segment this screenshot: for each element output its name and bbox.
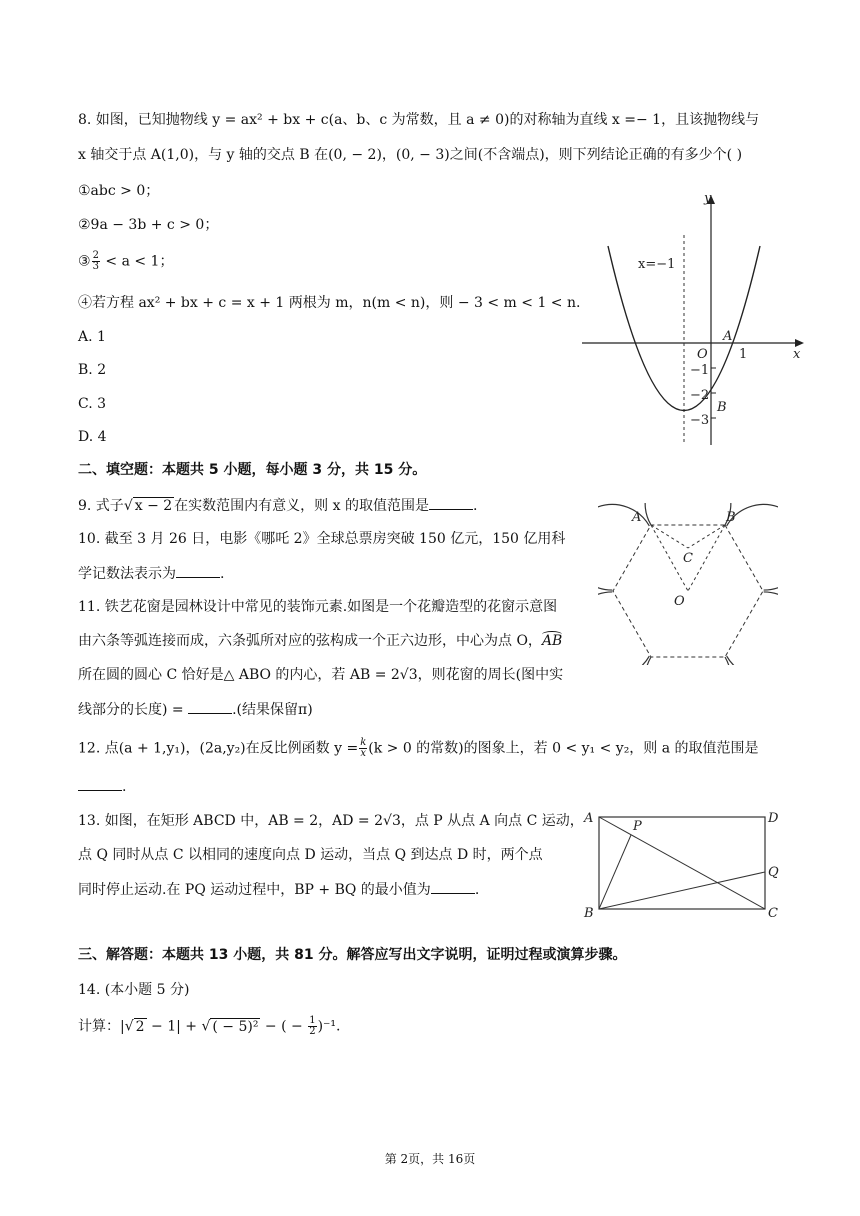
q10-answer-blank[interactable] [176, 563, 220, 578]
sec3-num-1: 13 [208, 947, 229, 963]
q10-line1: 10. 截至 3 月 26 日，电影《哪吒 2》全球总票房突破 150 亿元，150 亿用科 [78, 531, 566, 547]
label-point-b: B [717, 400, 727, 415]
page-footer: 第 2页，共 16页 [384, 1152, 476, 1166]
q14-mid1: − 1| + [146, 1018, 202, 1035]
q8-statement-4: ④若方程 ax² + bx + c = x + 1 两根为 m，n(m < n)，则 − 3 < m < 1 < n. [78, 295, 581, 311]
q9-end: . [472, 498, 478, 514]
q11-line3: 所在圆的圆心 C 恰好是△ ABO 的内心，若 AB = 2√3，则花窗的周长(图中实 [78, 667, 564, 683]
q9-radicand: x − 2 [134, 498, 173, 514]
q8-s3-fraction [92, 251, 100, 272]
label-c: C [683, 551, 693, 566]
label-c: C [768, 906, 778, 920]
sec2-text-c: 分，共 [322, 462, 374, 478]
q14-radicand-1: 2 [135, 1018, 145, 1035]
label-minus-two: −2 [690, 388, 710, 403]
q13-answer-blank[interactable] [431, 879, 475, 894]
label-minus-one: −1 [690, 363, 710, 378]
label-q: Q [768, 865, 779, 880]
q8-s3-marker: ③ [78, 253, 91, 270]
sec2-text-b: 小题，每小题 [218, 462, 313, 478]
q8-s3-rest: < a < 1； [100, 253, 174, 270]
q10-line2 [78, 563, 224, 584]
q13-end: . [474, 882, 480, 898]
label-b: B [726, 510, 736, 525]
label-origin: O [697, 347, 708, 362]
q9-pre: 9. 式子 [78, 498, 124, 514]
rectangle-figure [580, 806, 785, 920]
label-a: A [632, 510, 642, 525]
q9-line: 9. 式子√ x − 2 在实数范围内有意义，则 x 的取值范围是 . [78, 495, 477, 516]
q13-line1: 13. 如图，在矩形 ABCD 中，AB = 2，AD = 2√3，点 P 从点 A 向点 C 运动， [78, 813, 584, 829]
segment-ac [651, 525, 688, 548]
petal-arc-top [645, 503, 731, 525]
q14-post: )⁻¹. [317, 1018, 341, 1035]
sec3-text-c: 分。解答应写出文字说明，证明过程或演算步骤。 [313, 947, 627, 963]
q8-option-b: B. 2 [78, 362, 107, 378]
label-a: A [584, 811, 594, 826]
label-symmetry-axis: x=−1 [638, 257, 676, 272]
sec2-num-1: 5 [208, 462, 219, 478]
segment-bo [688, 525, 725, 591]
q12-line1 [78, 738, 759, 759]
petal-arc-upper-left [598, 503, 652, 595]
q13-line3 [78, 879, 479, 900]
petal-arc-bottom [645, 657, 731, 665]
q12-pre: 12. 点(a + 1,y₁)，(2a,y₂)在反比例函数 y = [78, 740, 359, 757]
q14-num: 1 [309, 1015, 316, 1026]
label-one: 1 [739, 347, 748, 362]
q8-s3-num: 2 [92, 250, 99, 261]
q11-l4-text: 线部分的长度) = [78, 702, 189, 718]
segment-bp [599, 835, 631, 909]
q11-line2 [78, 631, 562, 651]
q9-post: 在实数范围内有意义，则 x 的取值范围是 [174, 498, 429, 514]
label-d: D [768, 811, 779, 826]
q8-s3-den: 3 [92, 261, 99, 272]
q8-option-a: A. 1 [78, 329, 106, 345]
q13-line2: 点 Q 同时从点 C 以相同的速度向点 D 运动，当点 Q 到达点 D 时，两个点 [78, 847, 543, 863]
q11-l2-text: 由六条等弧连接而成，六条弧所对应的弦构成一个正六边形，中心为点 O， [78, 633, 542, 649]
sec2-num-3: 15 [373, 462, 394, 478]
q14-fraction [308, 1016, 316, 1037]
q11-l4-end: .(结果保留π) [232, 702, 313, 718]
q14-title: 14. (本小题 5 分) [78, 982, 190, 998]
q14-mid2: − ( − [260, 1018, 308, 1035]
q12-post: (k > 0 的常数)的图象上，若 0 < y₁ < y₂，则 a 的取值范围是 [368, 740, 759, 757]
label-b: B [584, 906, 594, 920]
q12-answer-blank[interactable] [78, 776, 122, 791]
section-2-heading [78, 460, 426, 480]
sec2-num-2: 3 [312, 462, 323, 478]
q8-option-d: D. 4 [78, 429, 107, 445]
q10-text: 学记数法表示为 [78, 566, 176, 582]
q8-line1: 8. 如图，已知抛物线 y = ax² + bx + c(a、b、c 为常数，且 a ≠ 0)的对称轴为直线 x =− 1，且该抛物线与 [78, 112, 760, 128]
q12-den: x [360, 748, 367, 759]
sec3-num-2: 81 [294, 947, 314, 963]
q11-answer-blank[interactable] [188, 699, 232, 714]
arc-symbol [542, 631, 562, 638]
x-axis-arrow [795, 339, 804, 347]
petal-arc-lower-left [598, 587, 652, 665]
label-point-a: A [723, 329, 733, 344]
petal-arc-lower-right [724, 587, 778, 665]
segment-bq [599, 872, 765, 909]
q8-statement-2: ②9a − 3b + c > 0； [78, 217, 219, 233]
parabola-figure [578, 190, 808, 450]
label-o: O [674, 594, 685, 609]
label-minus-three: −3 [690, 413, 710, 428]
q11-arc-ab [542, 633, 562, 649]
q8-statement-3 [78, 251, 173, 272]
segment-bc [688, 525, 725, 548]
q13-l3-text: 同时停止运动.在 PQ 运动过程中，BP + BQ 的最小值为 [78, 882, 431, 898]
q12-num: k [360, 737, 367, 748]
diagonal-ac [599, 817, 765, 909]
section-3-heading [78, 945, 626, 965]
q11-line4 [78, 699, 313, 720]
sec2-text-a: 二、填空题：本题共 [78, 462, 209, 478]
label-x: x [793, 347, 801, 362]
sec3-text-b: 小题，共 [228, 947, 295, 963]
q12-fraction [359, 738, 367, 759]
q14-expression: 计算：|√ 2 − 1| + √ ( − 5)² − ( − $\frac{1}{2}$ )⁻¹. [78, 1015, 341, 1037]
q8-option-c: C. 3 [78, 396, 107, 412]
q14-den: 2 [309, 1026, 316, 1037]
sec2-text-d: 分。 [393, 462, 427, 478]
label-y: y [704, 191, 712, 206]
q11-arc-label: AB [541, 633, 563, 649]
flower-window-figure [598, 503, 778, 665]
q14-pre: 计算：| [78, 1018, 125, 1035]
q8-line2: x 轴交于点 A(1,0)，与 y 轴的交点 B 在(0, − 2)，(0, − 3)之间(不含端点)，则下列结论正确的有多少个( ) [78, 147, 743, 163]
q12-line2 [78, 776, 126, 797]
q9-answer-blank[interactable] [429, 495, 473, 510]
q10-end: . [220, 566, 225, 582]
q8-statement-1: ①abc > 0； [78, 183, 160, 199]
sec3-text-a: 三、解答题：本题共 [78, 947, 209, 963]
q12-end: . [122, 779, 127, 795]
q11-line1: 11. 铁艺花窗是园林设计中常见的装饰元素.如图是一个花瓣造型的花窗示意图 [78, 599, 558, 615]
q14-radicand-2: ( − 5)² [212, 1018, 259, 1035]
label-p: P [633, 819, 642, 834]
